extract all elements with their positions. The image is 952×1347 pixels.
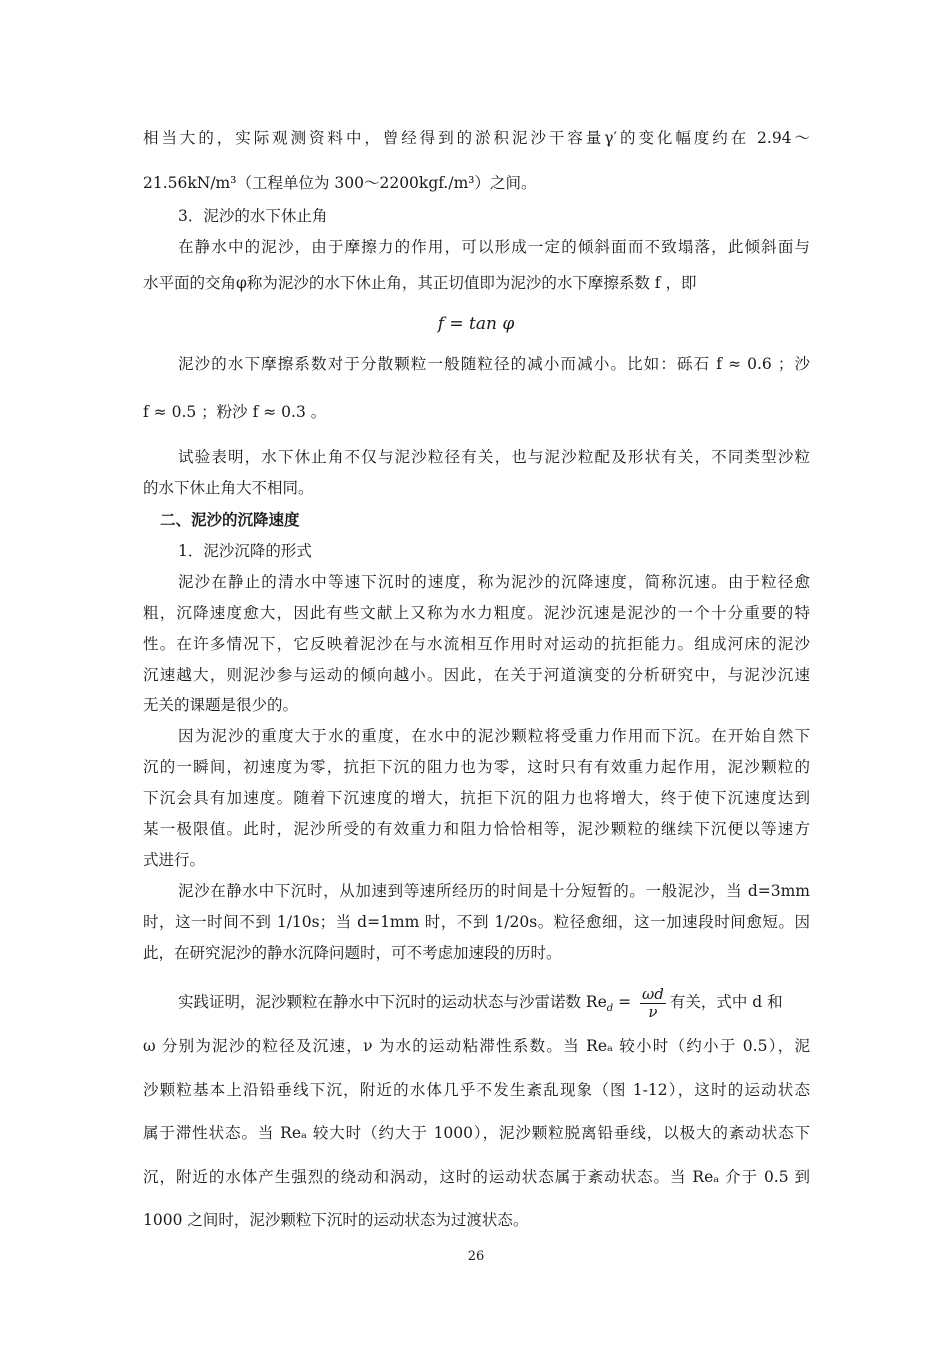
paragraph-line: f ≈ 0.5 ；粉沙 f ≈ 0.3 。: [143, 403, 327, 421]
paragraph-line: 试验表明，水下休止角不仅与泥沙粒径有关，也与泥沙粒配及形状有关，不同类型沙粒: [178, 448, 810, 466]
equals-sign: =: [613, 993, 637, 1011]
paragraph-line: 水平面的交角φ称为泥沙的水下休止角，其正切值即为泥沙的水下摩擦系数 f ，即: [143, 274, 697, 292]
paragraph-line: 因为泥沙的重度大于水的重度，在水中的泥沙颗粒将受重力作用而下沉。在开始自然下: [178, 727, 810, 745]
paragraph-line: 1000 之间时，泥沙颗粒下沉时的运动状态为过渡状态。: [143, 1211, 529, 1229]
paragraph-line: 泥沙的水下摩擦系数对于分散颗粒一般随粒径的减小而减小。比如：砾石 f ≈ 0.6 ；沙: [178, 355, 810, 373]
paragraph-line: 此，在研究泥沙的静水沉降问题时，可不考虑加速段的历时。: [143, 944, 562, 962]
paragraph-line: 式进行。: [143, 851, 206, 869]
subscript: d: [606, 1003, 614, 1015]
paragraph-line-with-formula: [178, 984, 783, 1027]
section-heading: 二、泥沙的沉降速度: [160, 510, 300, 529]
paragraph-line: 沙颗粒基本上沿铅垂线下沉，附近的水体几乎不发生紊乱现象（图 1-12），这时的运动状态: [143, 1081, 810, 1099]
reynolds-fraction: [640, 986, 666, 1021]
text-segment: 有关，式中 d 和: [669, 993, 783, 1011]
fraction-denominator: ν: [648, 1002, 658, 1021]
paragraph-line: 沉速越大，则泥沙参与运动的倾向越小。因此，在关于河道演变的分析研究中，与泥沙沉速: [143, 666, 810, 684]
paragraph-line: 泥沙在静水中下沉时，从加速到等速所经历的时间是十分短暂的。一般泥沙，当 d=3mm: [178, 882, 810, 900]
paragraph-line: 在静水中的泥沙，由于摩擦力的作用，可以形成一定的倾斜面而不致塌落，此倾斜面与: [178, 238, 810, 256]
paragraph-line: 粗，沉降速度愈大，因此有些文献上又称为水力粗度。泥沙沉速是泥沙的一个十分重要的特: [143, 604, 810, 622]
page-number: 26: [467, 1249, 485, 1264]
fraction-numerator: ωd: [642, 984, 664, 1003]
subheading: 3．泥沙的水下休止角: [178, 207, 328, 225]
paragraph-line: 无关的课题是很少的。: [143, 696, 299, 714]
paragraph-line: 某一极限值。此时，泥沙所受的有效重力和阻力恰恰相等，泥沙颗粒的继续下沉便以等速方: [143, 820, 810, 838]
paragraph-line: 21.56kN/m³（工程单位为 300～2200kgf./m³）之间。: [143, 174, 537, 192]
subheading: 1．泥沙沉降的形式: [178, 542, 312, 560]
paragraph-line: 的水下休止角大不相同。: [143, 479, 314, 497]
text-segment: 实践证明，泥沙颗粒在静水中下沉时的运动状态与沙雷诺数 Re: [178, 993, 607, 1011]
formula-friction: f = tan φ: [437, 314, 515, 334]
paragraph-line: 沉的一瞬间，初速度为零，抗拒下沉的阻力也为零，这时只有有效重力起作用，泥沙颗粒的: [143, 758, 810, 776]
paragraph-line: 性。在许多情况下，它反映着泥沙在与水流相互作用时对运动的抗拒能力。组成河床的泥沙: [143, 635, 810, 653]
paragraph-line: ω 分别为泥沙的粒径及沉速，ν 为水的运动粘滞性系数。当 Reₐ 较小时（约小于 0.5），泥: [143, 1037, 810, 1055]
paragraph-line: 沉，附近的水体产生强烈的绕动和涡动，这时的运动状态属于紊动状态。当 Reₐ 介于 0.5 到: [143, 1168, 810, 1186]
paragraph-line: 相当大的，实际观测资料中，曾经得到的淤积泥沙干容量γ′的变化幅度约在 2.94～: [143, 129, 810, 147]
paragraph-line: 泥沙在静止的清水中等速下沉时的速度，称为泥沙的沉降速度，简称沉速。由于粒径愈: [178, 573, 810, 591]
paragraph-line: 下沉会具有加速度。随着下沉速度的增大，抗拒下沉的阻力也将增大，终于使下沉速度达到: [143, 789, 810, 807]
paragraph-line: 时，这一时间不到 1/10s；当 d=1mm 时，不到 1/20s。粒径愈细，这一加速段时间愈短。因: [143, 913, 810, 931]
paragraph-line: 属于滞性状态。当 Reₐ 较大时（约大于 1000），泥沙颗粒脱离铅垂线，以极大的紊动状态下: [143, 1124, 810, 1142]
